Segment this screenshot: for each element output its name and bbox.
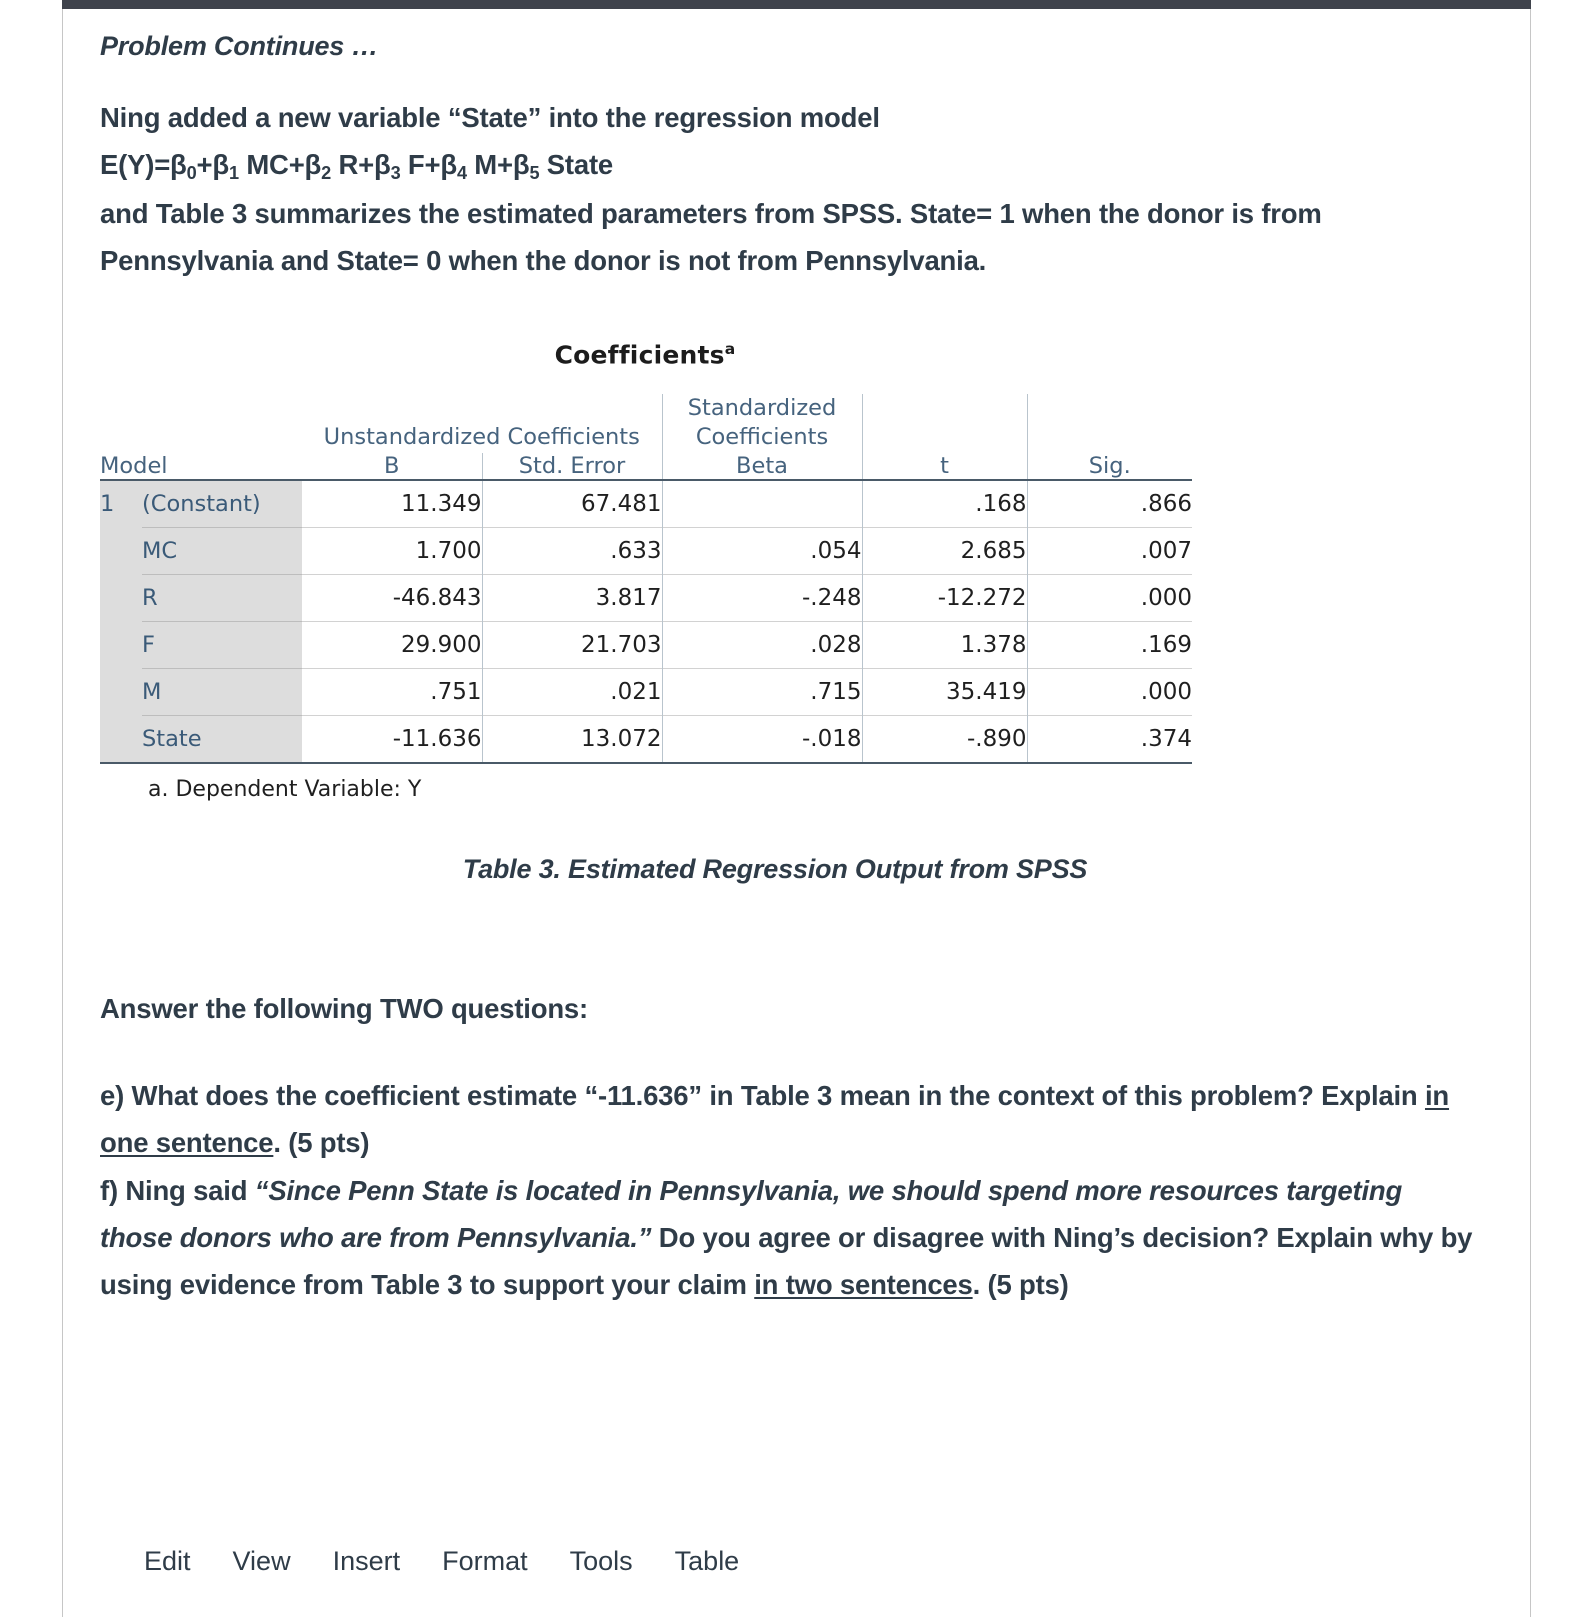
question-e-line-2-post: . (5 pts) — [273, 1127, 370, 1159]
sub-3: 3 — [390, 163, 401, 184]
cell-beta: .054 — [662, 527, 862, 574]
header-beta: Beta — [662, 453, 862, 480]
header-standardized-coefficients: Standardized Coefficients — [662, 394, 862, 453]
menu-bar — [63, 1496, 1530, 1617]
top-dark-bar — [62, 0, 1531, 9]
table-row — [100, 574, 1192, 621]
cell-model-number-blank — [100, 574, 142, 621]
spss-output-block — [100, 340, 1230, 802]
question-f-line-1: Do you agree or disagree with Ning’s decision? Explain why by using evidence from Table 3 to — [100, 1222, 1473, 1301]
intro-line-3: Pennsylvania and State= 0 when the donor is not from Pennsylvania. — [100, 244, 987, 276]
question-e-line-1: e) What does the coefficient estimate “-11.636” in Table 3 mean in the context of this problem? — [100, 1080, 1314, 1112]
sub-1: 1 — [229, 163, 239, 184]
cell-model-number-blank — [100, 527, 142, 574]
spacer-cell-d — [1027, 394, 1192, 453]
questions-lead-in: Answer the following TWO questions: — [100, 992, 588, 1024]
cell-row-label: State — [142, 715, 302, 763]
question-f-quote-line-1: “Since Penn State is located in Pennsylvania, we should spend more resources targeting those donors who — [100, 1174, 1403, 1254]
menu-item-tools[interactable]: Tools — [569, 1546, 633, 1576]
cell-t: 2.685 — [862, 527, 1027, 574]
menu-item-insert[interactable]: Insert — [332, 1546, 401, 1576]
cell-b: 11.349 — [302, 480, 482, 528]
header-model: Model — [100, 452, 168, 479]
cell-model-number-blank — [100, 715, 142, 763]
cell-b: 29.900 — [302, 621, 482, 668]
cell-row-label: (Constant) — [142, 480, 302, 528]
spacer-cell-b — [142, 394, 302, 453]
sub-2: 2 — [321, 163, 332, 184]
cell-t: -12.272 — [862, 574, 1027, 621]
menu-item-edit[interactable]: Edit — [144, 1546, 191, 1576]
cell-std-error: 13.072 — [482, 715, 662, 763]
spss-title-superscript: a — [724, 340, 736, 359]
table-row — [100, 480, 1192, 528]
cell-beta — [662, 480, 862, 528]
table-group-header-row — [100, 394, 1192, 453]
question-f-line-2 — [503, 1269, 1069, 1300]
cell-t: 1.378 — [862, 621, 1027, 668]
cell-model-number-blank — [100, 668, 142, 715]
question-f-line-2-pre: support your claim — [502, 1269, 755, 1301]
cell-sig: .007 — [1027, 527, 1192, 574]
intro-line-1: Ning added a new variable “State” into the regression model — [100, 102, 880, 133]
table-column-header-row — [100, 453, 1192, 480]
sub-5: 5 — [529, 163, 540, 184]
intro-paragraph — [100, 94, 1475, 284]
cell-row-label: MC — [142, 527, 302, 574]
cell-beta: .028 — [662, 621, 862, 668]
cell-b: -46.843 — [302, 574, 482, 621]
question-e-line-2-pre: Explain — [1321, 1080, 1425, 1112]
header-sig: Sig. — [1027, 453, 1192, 480]
model-equation: $E(Y)=\beta_0+\beta_1$ $MC+\beta_2$ $R+\beta_3$ $F+\beta_4$ $M+\beta_5$ State — [100, 149, 614, 184]
spacer-cell-c — [862, 394, 1027, 453]
cell-t: -.890 — [862, 715, 1027, 763]
cell-row-label: F — [142, 621, 302, 668]
cell-std-error: .021 — [482, 668, 662, 715]
page-heading: Problem Continues … — [100, 31, 379, 61]
header-t: t — [862, 453, 1027, 480]
cell-model-number: 1 — [100, 480, 142, 528]
cell-model-number-blank — [100, 621, 142, 668]
spss-footnote: a. Dependent Variable: Y — [148, 776, 422, 802]
question-f — [100, 1167, 1475, 1309]
cell-std-error: .633 — [482, 527, 662, 574]
table-row — [100, 527, 1192, 574]
cell-beta: -.248 — [662, 574, 862, 621]
table-row — [100, 668, 1192, 715]
question-f-line-2-post: . (5 pts) — [972, 1269, 1069, 1301]
cell-sig: .374 — [1027, 715, 1192, 763]
cell-std-error: 67.481 — [482, 480, 662, 528]
sub-0: 0 — [186, 163, 197, 184]
menu-item-view[interactable]: View — [232, 1546, 291, 1576]
menu-item-table[interactable]: Table — [674, 1546, 740, 1576]
cell-row-label: R — [142, 574, 302, 621]
cell-beta: -.018 — [662, 715, 862, 763]
document-body — [63, 9, 1530, 1617]
cell-b: 1.700 — [302, 527, 482, 574]
right-page-border — [1530, 9, 1531, 1617]
question-f-quote-line-2: are from Pennsylvania.” — [341, 1222, 652, 1254]
table-row — [100, 715, 1192, 763]
question-f-emphasis: in two sentences — [754, 1269, 973, 1301]
questions-section — [100, 985, 1475, 1309]
menu-item-format[interactable]: Format — [442, 1546, 528, 1576]
table-row — [100, 621, 1192, 668]
sub-4: 4 — [456, 163, 467, 184]
cell-sig: .000 — [1027, 668, 1192, 715]
spss-table-title-text: Coefficients — [554, 340, 725, 370]
table-caption: Table 3. Estimated Regression Output from SPSS — [462, 853, 1088, 884]
cell-b: -11.636 — [302, 715, 482, 763]
header-b: B — [384, 452, 400, 479]
header-unstandardized-coefficients: Unstandardized Coefficients — [323, 424, 640, 451]
cell-std-error: 21.703 — [482, 621, 662, 668]
cell-row-label: M — [142, 668, 302, 715]
question-e — [100, 1072, 1475, 1167]
cell-t: 35.419 — [862, 668, 1027, 715]
cell-sig: .169 — [1027, 621, 1192, 668]
cell-sig: .000 — [1027, 574, 1192, 621]
cell-std-error: 3.817 — [482, 574, 662, 621]
coefficients-table — [100, 394, 1192, 764]
spacer-cell-a — [100, 394, 142, 453]
question-e-emphasis: in one sentence — [100, 1080, 1450, 1159]
cell-beta: .715 — [662, 668, 862, 715]
cell-t: .168 — [862, 480, 1027, 528]
question-f-lead: f) Ning said — [100, 1174, 248, 1206]
cell-sig: .866 — [1027, 480, 1192, 528]
questions-spacer — [100, 1032, 1475, 1072]
spss-table-title — [60, 340, 1230, 369]
intro-line-2: and Table 3 summarizes the estimated parameters from SPSS. State= 1 when the donor is from — [100, 197, 1322, 229]
cell-b: .751 — [302, 668, 482, 715]
header-std-error: Std. Error — [482, 453, 662, 480]
